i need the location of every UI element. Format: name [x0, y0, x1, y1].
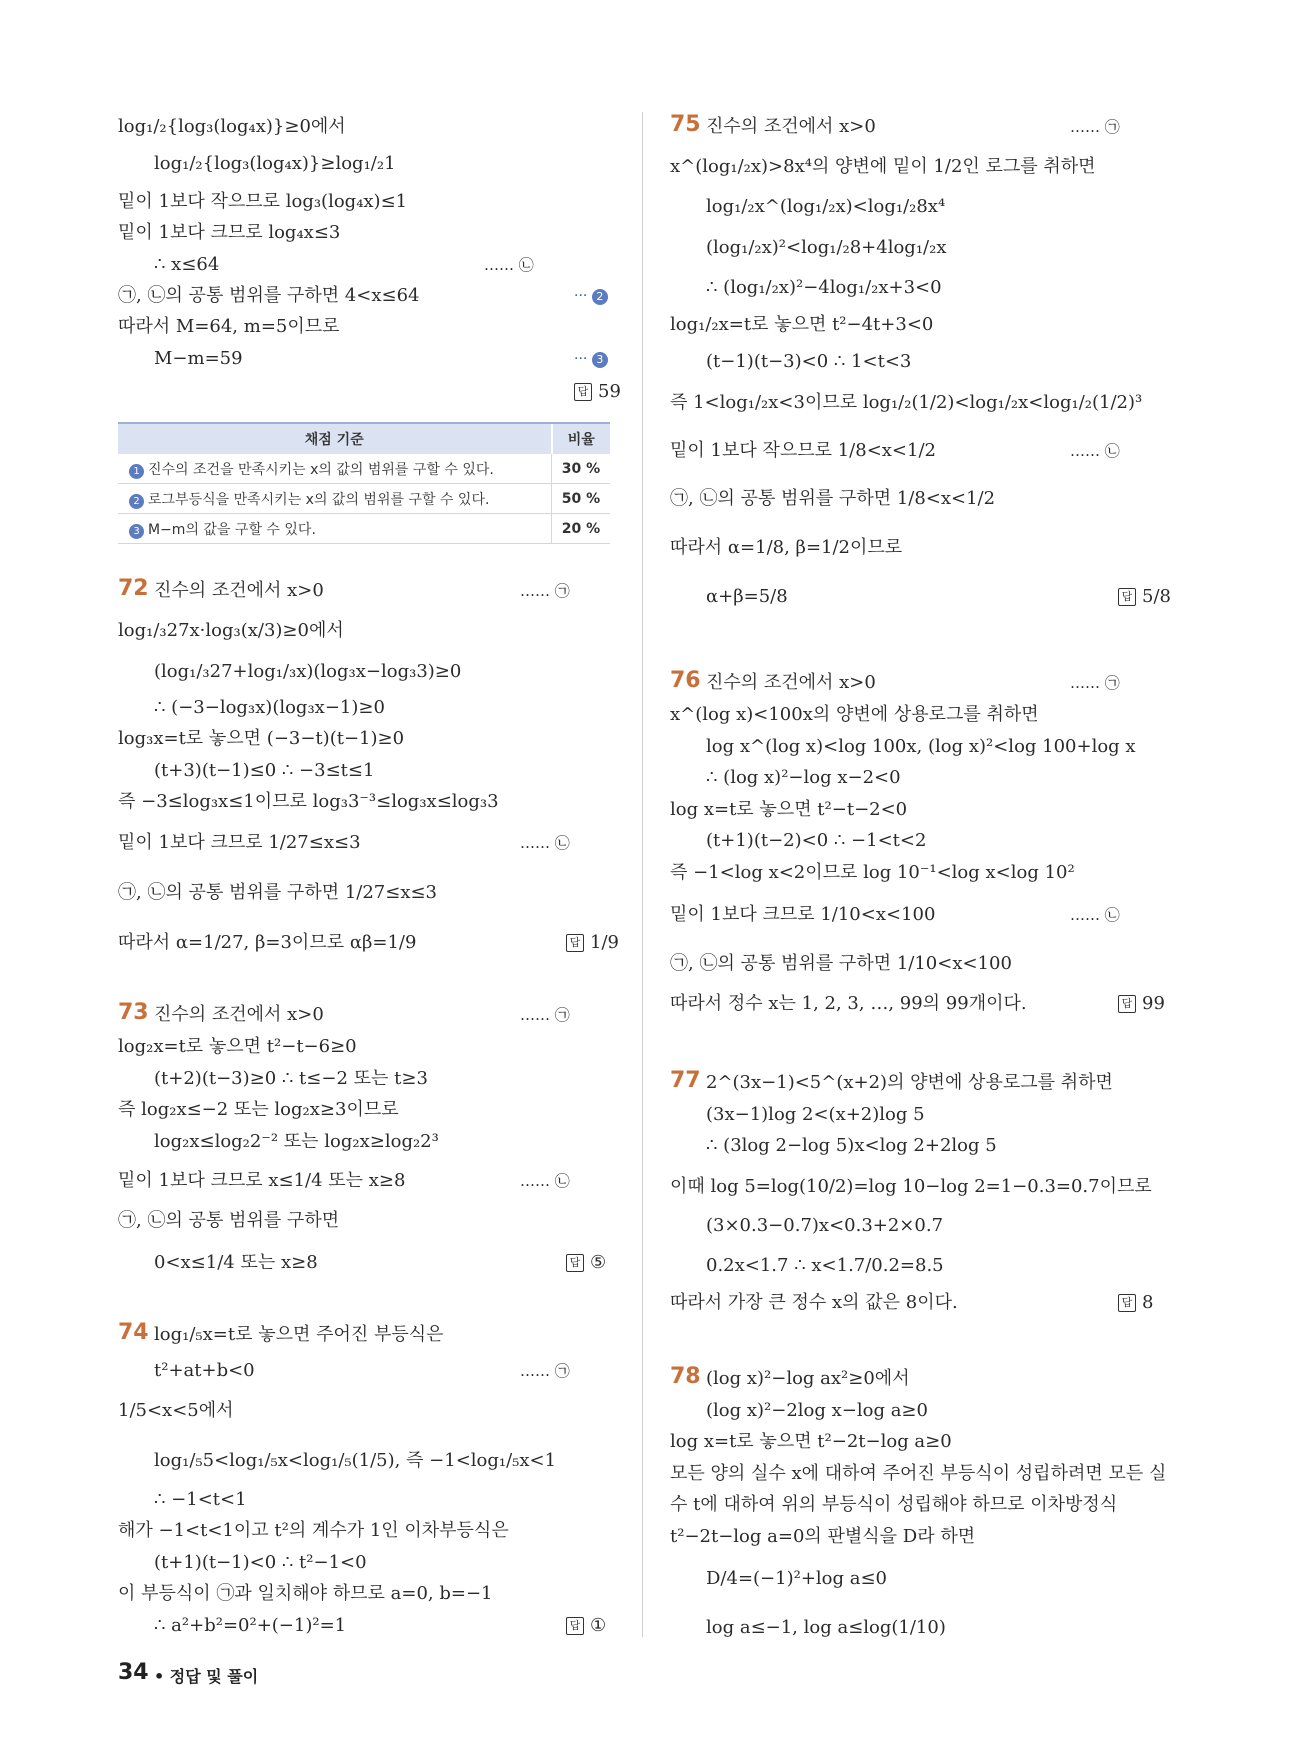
- answer-value: 5/8: [1142, 586, 1171, 607]
- page-number: 34: [118, 1660, 149, 1685]
- math-line: α+β=5/8: [706, 586, 788, 607]
- math-line: (t+1)(t−1)<0 ∴ t²−1<0: [154, 1552, 367, 1573]
- answer-value: 59: [598, 381, 621, 402]
- problem-head: 2^(3x−1)<5^(x+2)의 양변에 상용로그를 취하면: [706, 1072, 1113, 1093]
- math-line: 즉 1<log₁/₂x<3이므로 log₁/₂(1/2)<log₁/₂x<log₁/₂(1/2)³: [670, 392, 1143, 413]
- math-line: 밑이 1보다 크므로 log₄x≤3: [118, 222, 341, 243]
- math-line: log x=t로 놓으면 t²−2t−log a≥0: [670, 1431, 952, 1452]
- criteria-cell: [118, 514, 552, 544]
- problem-head: 진수의 조건에서 x>0: [706, 672, 876, 693]
- problem-number: 73: [118, 1000, 149, 1025]
- table-row: [118, 454, 610, 484]
- math-line: (t+3)(t−1)≤0 ∴ −3≤t≤1: [154, 760, 375, 781]
- problem-number: 77: [670, 1068, 701, 1093]
- math-line: 따라서 M=64, m=5이므로: [118, 316, 340, 337]
- answer-value: ⑤: [590, 1252, 607, 1273]
- marker-a: …… ㉠: [520, 582, 570, 600]
- answer: [1118, 1292, 1153, 1314]
- math-line: 따라서 가장 큰 정수 x의 값은 8이다.: [670, 1292, 958, 1313]
- problem-number: 78: [670, 1364, 701, 1389]
- problem-number: 76: [670, 668, 701, 693]
- marker-a: …… ㉠: [1070, 674, 1120, 692]
- marker-b: …… ㉡: [484, 256, 534, 274]
- math-line: x^(log x)<100x의 양변에 상용로그를 취하면: [670, 704, 1039, 725]
- math-line: ∴ (3log 2−log 5)x<log 2+2log 5: [706, 1135, 997, 1156]
- answer-value: 99: [1142, 993, 1165, 1014]
- column-divider: [642, 112, 643, 1637]
- problem-number: 74: [118, 1320, 149, 1345]
- answer-icon: 답: [566, 934, 584, 952]
- math-line: 밑이 1보다 작으므로 log₃(log₄x)≤1: [118, 191, 408, 212]
- math-line: log₁/₂{log₃(log₄x)}≥0에서: [118, 116, 346, 137]
- math-line: ㉠, ㉡의 공통 범위를 구하면 1/27≤x≤3: [118, 882, 438, 903]
- math-line: t²−2t−log a=0의 판별식을 D라 하면: [670, 1526, 976, 1547]
- math-line: 0.2x<1.7 ∴ x<1.7/0.2=8.5: [706, 1255, 944, 1276]
- math-line: log₁/₃27x·log₃(x/3)≥0에서: [118, 620, 344, 641]
- answer-value: 8: [1142, 1292, 1154, 1313]
- math-line: ∴ (log₁/₂x)²−4log₁/₂x+3<0: [706, 277, 942, 298]
- criteria-text: M−m의 값을 구할 수 있다.: [148, 521, 316, 538]
- math-line: ∴ (−3−log₃x)(log₃x−1)≥0: [154, 697, 385, 718]
- math-line: ∴ −1<t<1: [154, 1489, 247, 1510]
- marker-a: …… ㉠: [520, 1006, 570, 1024]
- math-line: ㉠, ㉡의 공통 범위를 구하면 4<x≤64: [118, 285, 420, 306]
- problem-head: 진수의 조건에서 x>0: [154, 1004, 324, 1025]
- math-line: 수 t에 대하여 위의 부등식이 성립해야 하므로 이차방정식: [670, 1494, 1118, 1515]
- table-row: [118, 484, 610, 514]
- math-line: log₃x=t로 놓으면 (−3−t)(t−1)≥0: [118, 728, 405, 749]
- problem-head: 진수의 조건에서 x>0: [706, 116, 876, 137]
- math-line: 모든 양의 실수 x에 대하여 주어진 부등식이 성립하려면 모든 실: [670, 1463, 1167, 1484]
- math-line: t²+at+b<0: [154, 1360, 255, 1381]
- footer-title: • 정답 및 풀이: [154, 1667, 259, 1686]
- math-line: log₁/₂x=t로 놓으면 t²−4t+3<0: [670, 314, 934, 335]
- criteria-cell: [118, 484, 552, 514]
- answer: [566, 1615, 606, 1637]
- math-line: 밑이 1보다 크므로 1/10<x<100: [670, 904, 936, 925]
- math-line: (log₁/₃27+log₁/₃x)(log₃x−log₃3)≥0: [154, 661, 462, 682]
- math-line: 밑이 1보다 크므로 x≤1/4 또는 x≥8: [118, 1170, 406, 1191]
- problem-number: 75: [670, 112, 701, 137]
- math-line: 0<x≤1/4 또는 x≥8: [154, 1252, 318, 1273]
- answer-icon: 답: [566, 1254, 584, 1272]
- answer-icon: 답: [574, 383, 592, 401]
- table-row: [118, 514, 610, 544]
- math-line: x^(log₁/₂x)>8x⁴의 양변에 밑이 1/2인 로그를 취하면: [670, 156, 1096, 177]
- criteria-cell: [118, 454, 552, 484]
- marker-a: …… ㉠: [520, 1362, 570, 1380]
- header-rate: 비율: [552, 423, 611, 454]
- answer: [566, 932, 619, 954]
- math-line: 1/5<x<5에서: [118, 1400, 234, 1421]
- math-line: 따라서 정수 x는 1, 2, 3, …, 99의 99개이다.: [670, 993, 1027, 1014]
- answer-icon: 답: [1118, 1294, 1136, 1312]
- problem-head: log₁/₅x=t로 놓으면 주어진 부등식은: [154, 1324, 444, 1345]
- rate-cell: 30 %: [552, 454, 611, 484]
- math-line: 밑이 1보다 크므로 1/27≤x≤3: [118, 832, 361, 853]
- header-criteria: 채점 기준: [118, 423, 552, 454]
- criteria-text: 로그부등식을 만족시키는 x의 값의 범위를 구할 수 있다.: [148, 491, 490, 508]
- math-line: 즉 log₂x≤−2 또는 log₂x≥3이므로: [118, 1099, 399, 1120]
- answer-icon: 답: [566, 1617, 584, 1635]
- math-line: 즉 −1<log x<2이므로 log 10⁻¹<log x<log 10²: [670, 862, 1075, 883]
- math-line: (3×0.3−0.7)x<0.3+2×0.7: [706, 1215, 944, 1236]
- math-line: ㉠, ㉡의 공통 범위를 구하면: [118, 1210, 340, 1231]
- math-line: ∴ x≤64: [154, 254, 220, 275]
- math-line: ㉠, ㉡의 공통 범위를 구하면 1/10<x<100: [670, 953, 1012, 974]
- step-badge: 3: [129, 524, 144, 539]
- math-line: log₁/₂x^(log₁/₂x)<log₁/₂8x⁴: [706, 196, 946, 217]
- math-line: log x^(log x)<log 100x, (log x)²<log 100+log x: [706, 736, 1136, 757]
- math-line: log₂x=t로 놓으면 t²−t−6≥0: [118, 1036, 357, 1057]
- answer-value: 1/9: [590, 932, 619, 953]
- math-line: ㉠, ㉡의 공통 범위를 구하면 1/8<x<1/2: [670, 488, 996, 509]
- math-line: (log x)²−2log x−log a≥0: [706, 1400, 928, 1421]
- answer: [1118, 993, 1165, 1015]
- marker-b: …… ㉡: [520, 1172, 570, 1190]
- grading-table: [118, 422, 610, 544]
- step-badge: 2: [129, 494, 144, 509]
- rate-cell: 50 %: [552, 484, 611, 514]
- math-line: log₂x≤log₂2⁻² 또는 log₂x≥log₂2³: [154, 1131, 439, 1152]
- math-line: (t+2)(t−3)≥0 ∴ t≤−2 또는 t≥3: [154, 1068, 428, 1089]
- problem-head: (log x)²−log ax²≥0에서: [706, 1368, 910, 1389]
- math-line: M−m=59: [154, 348, 243, 369]
- math-line: (t−1)(t−3)<0 ∴ 1<t<3: [706, 351, 912, 372]
- math-line: 밑이 1보다 작으므로 1/8<x<1/2: [670, 440, 936, 461]
- math-line: 따라서 α=1/8, β=1/2이므로: [670, 537, 903, 558]
- criteria-text: 진수의 조건을 만족시키는 x의 값의 범위를 구할 수 있다.: [148, 461, 494, 478]
- math-line: ∴ a²+b²=0²+(−1)²=1: [154, 1615, 347, 1636]
- math-line: D/4=(−1)²+log a≤0: [706, 1568, 888, 1589]
- math-line: 이 부등식이 ㉠과 일치해야 하므로 a=0, b=−1: [118, 1583, 493, 1604]
- problem-head: 진수의 조건에서 x>0: [154, 580, 324, 601]
- marker-b: …… ㉡: [520, 834, 570, 852]
- math-line: log a≤−1, log a≤log(1/10): [706, 1617, 946, 1638]
- math-line: 즉 −3≤log₃x≤1이므로 log₃3⁻³≤log₃x≤log₃3: [118, 791, 499, 812]
- answer: [574, 381, 621, 403]
- answer-value: ①: [590, 1615, 607, 1636]
- answer: [566, 1252, 606, 1274]
- math-line: 해가 −1<t<1이고 t²의 계수가 1인 이차부등식은: [118, 1520, 509, 1541]
- grading-header: [118, 423, 610, 454]
- step-3-marker: ··· 3: [574, 348, 608, 370]
- math-line: (log₁/₂x)²<log₁/₂8+4log₁/₂x: [706, 237, 947, 258]
- math-line: 따라서 α=1/27, β=3이므로 αβ=1/9: [118, 932, 417, 953]
- step-2-marker: ··· 2: [574, 285, 608, 307]
- answer-icon: 답: [1118, 588, 1136, 606]
- marker-b: …… ㉡: [1070, 906, 1120, 924]
- rate-cell: 20 %: [552, 514, 611, 544]
- math-line: ∴ (log x)²−log x−2<0: [706, 767, 901, 788]
- answer-icon: 답: [1118, 995, 1136, 1013]
- math-line: log₁/₂{log₃(log₄x)}≥log₁/₂1: [154, 153, 396, 174]
- answer: [1118, 586, 1171, 608]
- math-line: log x=t로 놓으면 t²−t−2<0: [670, 799, 908, 820]
- step-badge: 1: [129, 464, 144, 479]
- math-line: 이때 log 5=log(10/2)=log 10−log 2=1−0.3=0.7이므로: [670, 1176, 1152, 1197]
- math-line: log₁/₅5<log₁/₅x<log₁/₅(1/5), 즉 −1<log₁/₅x<1: [154, 1450, 557, 1471]
- marker-a: …… ㉠: [1070, 118, 1120, 136]
- math-line: (t+1)(t−2)<0 ∴ −1<t<2: [706, 830, 927, 851]
- problem-number: 72: [118, 576, 149, 601]
- math-line: (3x−1)log 2<(x+2)log 5: [706, 1104, 925, 1125]
- marker-b: …… ㉡: [1070, 442, 1120, 460]
